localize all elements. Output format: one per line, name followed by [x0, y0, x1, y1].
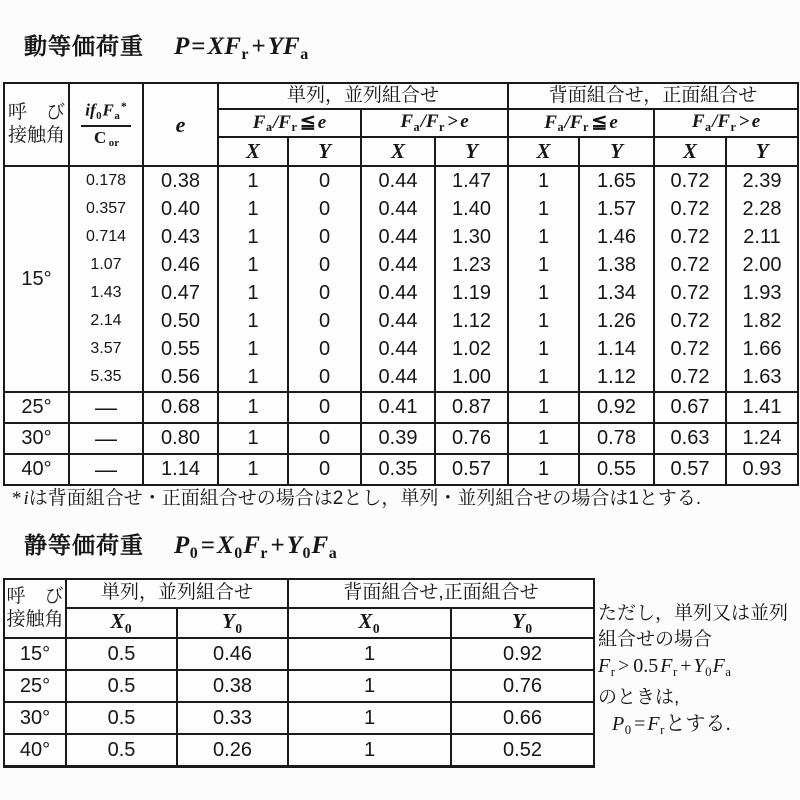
header-x0: $X_0$	[288, 608, 451, 638]
cell: 0.43	[143, 223, 218, 251]
cell: 0.52	[451, 734, 594, 767]
cell: 0.72	[654, 166, 726, 195]
cell: 1.23	[435, 251, 508, 279]
load-ratio-fraction	[81, 99, 131, 150]
cell: 1.30	[435, 223, 508, 251]
cell: 1	[218, 335, 288, 363]
cell: 0.44	[361, 279, 435, 307]
cell: 1	[508, 335, 579, 363]
cell: 0.63	[654, 423, 726, 454]
cell: 0.56	[143, 363, 218, 392]
cell: 0.44	[361, 195, 435, 223]
note-line-4: のときは,	[598, 687, 680, 709]
cell: 0.5	[66, 734, 177, 767]
cell: 1.65	[579, 166, 654, 195]
cell: 1	[288, 670, 451, 702]
cell: 0.44	[361, 166, 435, 195]
header-y: Y	[435, 137, 508, 166]
header-x0: $X_0$	[66, 608, 177, 638]
cell: 0.93	[726, 454, 798, 485]
cell: 0.80	[143, 423, 218, 454]
header-group-duplex: 背面組合せ，正面組合せ	[508, 83, 798, 109]
cell: 1.12	[579, 363, 654, 392]
cell: 0.66	[451, 702, 594, 734]
table-row	[4, 392, 798, 423]
cell: 0.55	[143, 335, 218, 363]
angle-cell: 25°	[4, 670, 66, 702]
cell: 5.35	[69, 363, 143, 392]
cell: 1	[288, 638, 451, 670]
table-row	[4, 423, 798, 454]
header-contact-angle-line1: 呼 び	[7, 102, 65, 124]
cell: 1.57	[579, 195, 654, 223]
cell: 1	[218, 392, 288, 423]
cell: 0	[288, 195, 361, 223]
table-row	[4, 279, 798, 307]
cell: 2.11	[726, 223, 798, 251]
cell: 0.72	[654, 279, 726, 307]
cell: 0.5	[66, 702, 177, 734]
table-row	[4, 307, 798, 335]
cell: 0.57	[654, 454, 726, 485]
cell: 0	[288, 392, 361, 423]
cell: 1	[508, 223, 579, 251]
cell: 2.00	[726, 251, 798, 279]
cell: 1.00	[435, 363, 508, 392]
cell: 1	[288, 702, 451, 734]
header-x: X	[654, 137, 726, 166]
cell: 1.34	[579, 279, 654, 307]
cell: 1	[508, 251, 579, 279]
cell: 0.44	[361, 307, 435, 335]
cell: 0	[288, 454, 361, 485]
header-x: X	[361, 137, 435, 166]
cell: 0.357	[69, 195, 143, 223]
cell: 1.82	[726, 307, 798, 335]
header-single-cond-le: $F_a/F_r$ ≦ e	[218, 109, 361, 137]
header-x: X	[218, 137, 288, 166]
cell: 0	[288, 251, 361, 279]
cell: 1.46	[579, 223, 654, 251]
table-row	[4, 454, 798, 485]
cell: 1.26	[579, 307, 654, 335]
cell: 0.39	[361, 423, 435, 454]
cell: 0.78	[579, 423, 654, 454]
cell: —	[69, 454, 143, 485]
cell: 0	[288, 166, 361, 195]
table-row	[4, 223, 798, 251]
cell: 1.40	[435, 195, 508, 223]
cell: 1	[508, 166, 579, 195]
cell: 1.66	[726, 335, 798, 363]
dynamic-load-title	[24, 28, 309, 64]
dynamic-load-table	[3, 82, 799, 486]
cell: 1.38	[579, 251, 654, 279]
load-ratio-denominator: C $_{or}$	[93, 127, 120, 150]
cell: 0.5	[66, 670, 177, 702]
cell: 0.33	[177, 702, 288, 734]
header-load-ratio	[69, 83, 143, 166]
cell: 0	[288, 307, 361, 335]
header-y: Y	[288, 137, 361, 166]
angle-cell: 40°	[4, 734, 66, 767]
cell: 0	[288, 363, 361, 392]
side-note	[598, 601, 800, 743]
cell: 0	[288, 423, 361, 454]
cell: 1	[218, 307, 288, 335]
cell: 1	[218, 251, 288, 279]
table-row	[4, 166, 798, 195]
cell: 2.14	[69, 307, 143, 335]
cell: —	[69, 423, 143, 454]
cell: 0.46	[177, 638, 288, 670]
cell: 0.5	[66, 638, 177, 670]
dynamic-load-formula: $P=XF_r +YF_a$	[174, 33, 309, 64]
footnote: * iは背面組合せ・正面組合せの場合は2とし，単列・並列組合せの場合は1とする.	[12, 488, 702, 509]
header-e: e	[143, 83, 218, 166]
header-contact-angle	[4, 83, 69, 166]
static-load-table	[3, 578, 595, 768]
table-row	[4, 702, 594, 734]
cell: 1	[218, 195, 288, 223]
header-y: Y	[579, 137, 654, 166]
cell: 0.26	[177, 734, 288, 767]
table-row	[4, 335, 798, 363]
cell: 0	[288, 223, 361, 251]
header-contact-angle-line2: 接触角	[7, 124, 65, 146]
cell: 0.76	[451, 670, 594, 702]
cell: 1	[218, 279, 288, 307]
angle-cell: 15°	[4, 166, 69, 392]
cell: 0.72	[654, 251, 726, 279]
header-y: Y	[726, 137, 798, 166]
cell: 0.92	[451, 638, 594, 670]
header-group-single: 単列，並列組合せ	[218, 83, 508, 109]
cell: 3.57	[69, 335, 143, 363]
table-row	[4, 638, 594, 670]
cell: 1	[218, 363, 288, 392]
cell: 0.46	[143, 251, 218, 279]
header-y0: $Y_0$	[451, 608, 594, 638]
cell: 1.43	[69, 279, 143, 307]
cell: 1	[508, 279, 579, 307]
cell: 0.72	[654, 195, 726, 223]
cell: 0.76	[435, 423, 508, 454]
cell: 1	[218, 223, 288, 251]
cell: 0.714	[69, 223, 143, 251]
static-load-title	[24, 527, 338, 563]
cell: 0.44	[361, 223, 435, 251]
cell: 0.92	[579, 392, 654, 423]
static-load-title-text: 静等価荷重	[24, 532, 144, 558]
header-duplex-cond-le: $F_a/F_r$ ≦ e	[508, 109, 654, 137]
dynamic-load-table-wrap	[3, 82, 799, 486]
note-line-3: $F_r > 0.5$ $F_r + Y_0F_a$	[598, 655, 731, 680]
cell: 0.55	[579, 454, 654, 485]
cell: 2.39	[726, 166, 798, 195]
cell: 1	[218, 454, 288, 485]
cell: —	[69, 392, 143, 423]
cell: 0.35	[361, 454, 435, 485]
angle-cell: 15°	[4, 638, 66, 670]
cell: 0	[288, 335, 361, 363]
header-group-single: 単列，並列組合せ	[66, 579, 288, 608]
cell: 0.40	[143, 195, 218, 223]
cell: 1.41	[726, 392, 798, 423]
table-row	[4, 363, 798, 392]
header-contact-angle	[4, 579, 66, 638]
cell: 1.14	[143, 454, 218, 485]
cell: 0.41	[361, 392, 435, 423]
header-single-cond-gt: $F_a/F_r > e$	[361, 109, 508, 137]
dynamic-load-title-text: 動等価荷重	[24, 33, 144, 59]
cell: 1.24	[726, 423, 798, 454]
cell: 0.50	[143, 307, 218, 335]
table-row	[4, 251, 798, 279]
cell: 1.63	[726, 363, 798, 392]
cell: 1	[508, 454, 579, 485]
cell: 0.38	[143, 166, 218, 195]
cell: 1	[508, 423, 579, 454]
header-y0: $Y_0$	[177, 608, 288, 638]
cell: 0.44	[361, 251, 435, 279]
cell: 0	[288, 279, 361, 307]
static-load-formula: $P_0 =X_0F_r +Y_0F_a$	[174, 532, 337, 563]
cell: 1.47	[435, 166, 508, 195]
table-row	[4, 670, 594, 702]
cell: 1	[508, 195, 579, 223]
cell: 1.12	[435, 307, 508, 335]
cell: 0.44	[361, 363, 435, 392]
cell: 1	[508, 363, 579, 392]
note-line-2: 組合せの場合	[598, 629, 713, 650]
cell: 0.72	[654, 223, 726, 251]
cell: 0.67	[654, 392, 726, 423]
cell: 0.178	[69, 166, 143, 195]
cell: 1.02	[435, 335, 508, 363]
header-group-duplex: 背面組合せ,正面組合せ	[288, 579, 594, 608]
cell: 1	[288, 734, 451, 767]
cell: 1	[218, 423, 288, 454]
angle-cell: 25°	[4, 392, 69, 423]
cell: 1	[508, 307, 579, 335]
cell: 0.68	[143, 392, 218, 423]
cell: 2.28	[726, 195, 798, 223]
header-x: X	[508, 137, 579, 166]
cell: 1	[218, 166, 288, 195]
static-load-table-wrap	[3, 578, 595, 768]
header-contact-angle-line2: 接触角	[6, 608, 64, 630]
cell: 1.93	[726, 279, 798, 307]
cell: 1	[508, 392, 579, 423]
table-row	[4, 734, 594, 767]
cell: 0.47	[143, 279, 218, 307]
header-contact-angle-line1: 呼 び	[6, 586, 64, 608]
cell: 1.07	[69, 251, 143, 279]
table-row	[4, 195, 798, 223]
note-line-5: $P_0 = F_r$とする.	[612, 713, 731, 738]
angle-cell: 40°	[4, 454, 69, 485]
load-ratio-numerator: $if_0F_a^*$	[81, 99, 131, 127]
cell: 0.72	[654, 363, 726, 392]
cell: 0.72	[654, 335, 726, 363]
header-duplex-cond-gt: $F_a/F_r > e$	[654, 109, 798, 137]
angle-cell: 30°	[4, 702, 66, 734]
cell: 0.44	[361, 335, 435, 363]
cell: 1.14	[579, 335, 654, 363]
cell: 0.87	[435, 392, 508, 423]
note-line-1: ただし，単列又は並列	[598, 603, 789, 624]
angle-cell: 30°	[4, 423, 69, 454]
cell: 0.38	[177, 670, 288, 702]
cell: 0.57	[435, 454, 508, 485]
cell: 0.72	[654, 307, 726, 335]
cell: 1.19	[435, 279, 508, 307]
